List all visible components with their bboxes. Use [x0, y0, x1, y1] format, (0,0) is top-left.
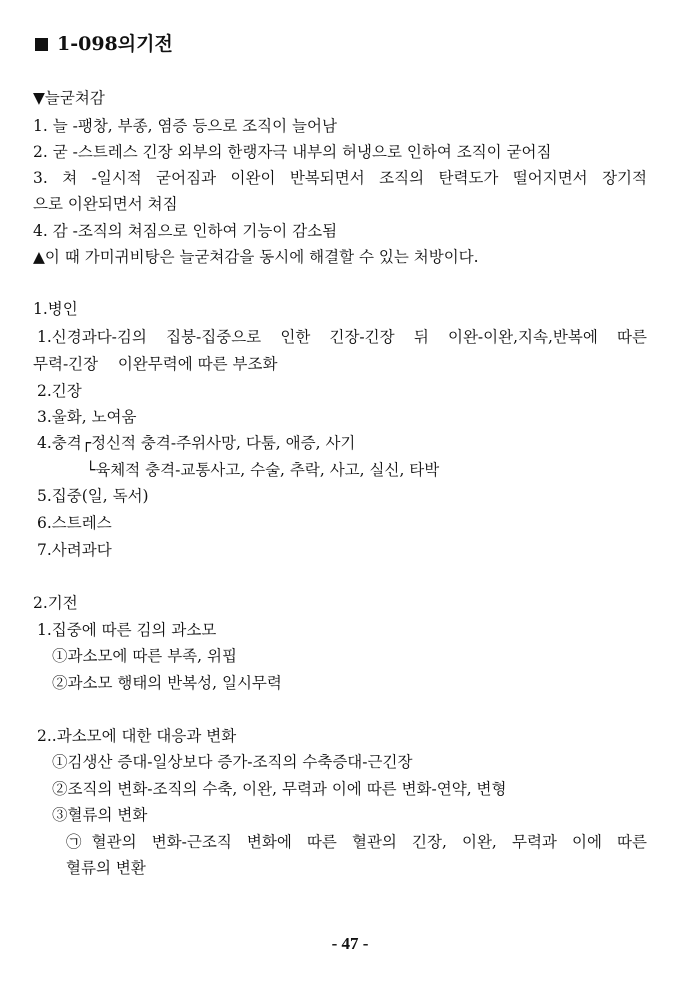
section2-line: 2..과소모에 대한 대응과 변화 [37, 727, 237, 745]
intro-item-2: 2. 굳 -스트레스 긴장 외부의 한랭자극 내부의 허냉으로 인하여 조직이 굳어짐 [33, 143, 552, 161]
section1-line: 7.사려과다 [37, 541, 112, 559]
intro-note: ▲이 때 가미귀비탕은 늘굳쳐감을 동시에 해결할 수 있는 처방이다. [33, 248, 479, 266]
page-number: - 47 - [331, 934, 369, 953]
page-title-text: 1-098의기전 [57, 33, 173, 55]
section1-line: 6.스트레스 [37, 514, 112, 532]
section1-line: 4.충격┌정신적 충격-주위사망, 다툼, 애증, 사기 [37, 434, 356, 452]
section1-line: └육체적 충격-교통사고, 수술, 추락, 사고, 실신, 타박 [86, 461, 440, 479]
section1-line: 3.울화, 노여움 [37, 408, 137, 426]
intro-header: ▼늘굳쳐감 [33, 89, 105, 107]
section2-line: 혈류의 변환 [66, 859, 146, 877]
section2-line: ㉠혈관의 변화-근조직 변화에 따른 혈관의 긴장, 이완, 무력과 이에 따른 [66, 833, 647, 851]
section1-line: 2.긴장 [37, 382, 82, 400]
intro-item-3-cont: 으로 이완되면서 쳐짐 [33, 195, 178, 213]
section2-line: ①과소모에 따른 부족, 위핍 [52, 647, 237, 665]
intro-item-4: 4. 감 -조직의 쳐짐으로 인하여 기능이 감소됨 [33, 222, 338, 240]
intro-item-1: 1. 늘 -팽창, 부종, 염증 등으로 조직이 늘어남 [33, 117, 337, 135]
section2-header: 2.기전 [33, 594, 78, 612]
page-title [35, 32, 173, 56]
section2-line: ③혈류의 변화 [52, 806, 148, 824]
section1-line: 1.신경과다-김의 집붕-집중으로 인한 긴장-긴장 뒤 이완-이완,지속,반복에 따른 [37, 328, 647, 346]
section1-header: 1.병인 [33, 300, 78, 318]
section2-line: ②조직의 변화-조직의 수축, 이완, 무력과 이에 따른 변화-연약, 변형 [52, 780, 507, 798]
section2-line: ①김생산 증대-일상보다 증가-조직의 수축증대-근긴장 [52, 753, 413, 771]
section2-line: ②과소모 행태의 반복성, 일시무력 [52, 674, 282, 692]
black-square-icon [35, 38, 48, 51]
section1-line: 5.집중(일, 독서) [37, 487, 149, 505]
section2-line: 1.집중에 따른 김의 과소모 [37, 621, 217, 639]
section1-line: 무력-긴장 이완무력에 따른 부조화 [33, 355, 278, 373]
intro-item-3: 3. 쳐 -일시적 굳어짐과 이완이 반복되면서 조직의 탄력도가 떨어지면서 장기적 [33, 169, 647, 187]
